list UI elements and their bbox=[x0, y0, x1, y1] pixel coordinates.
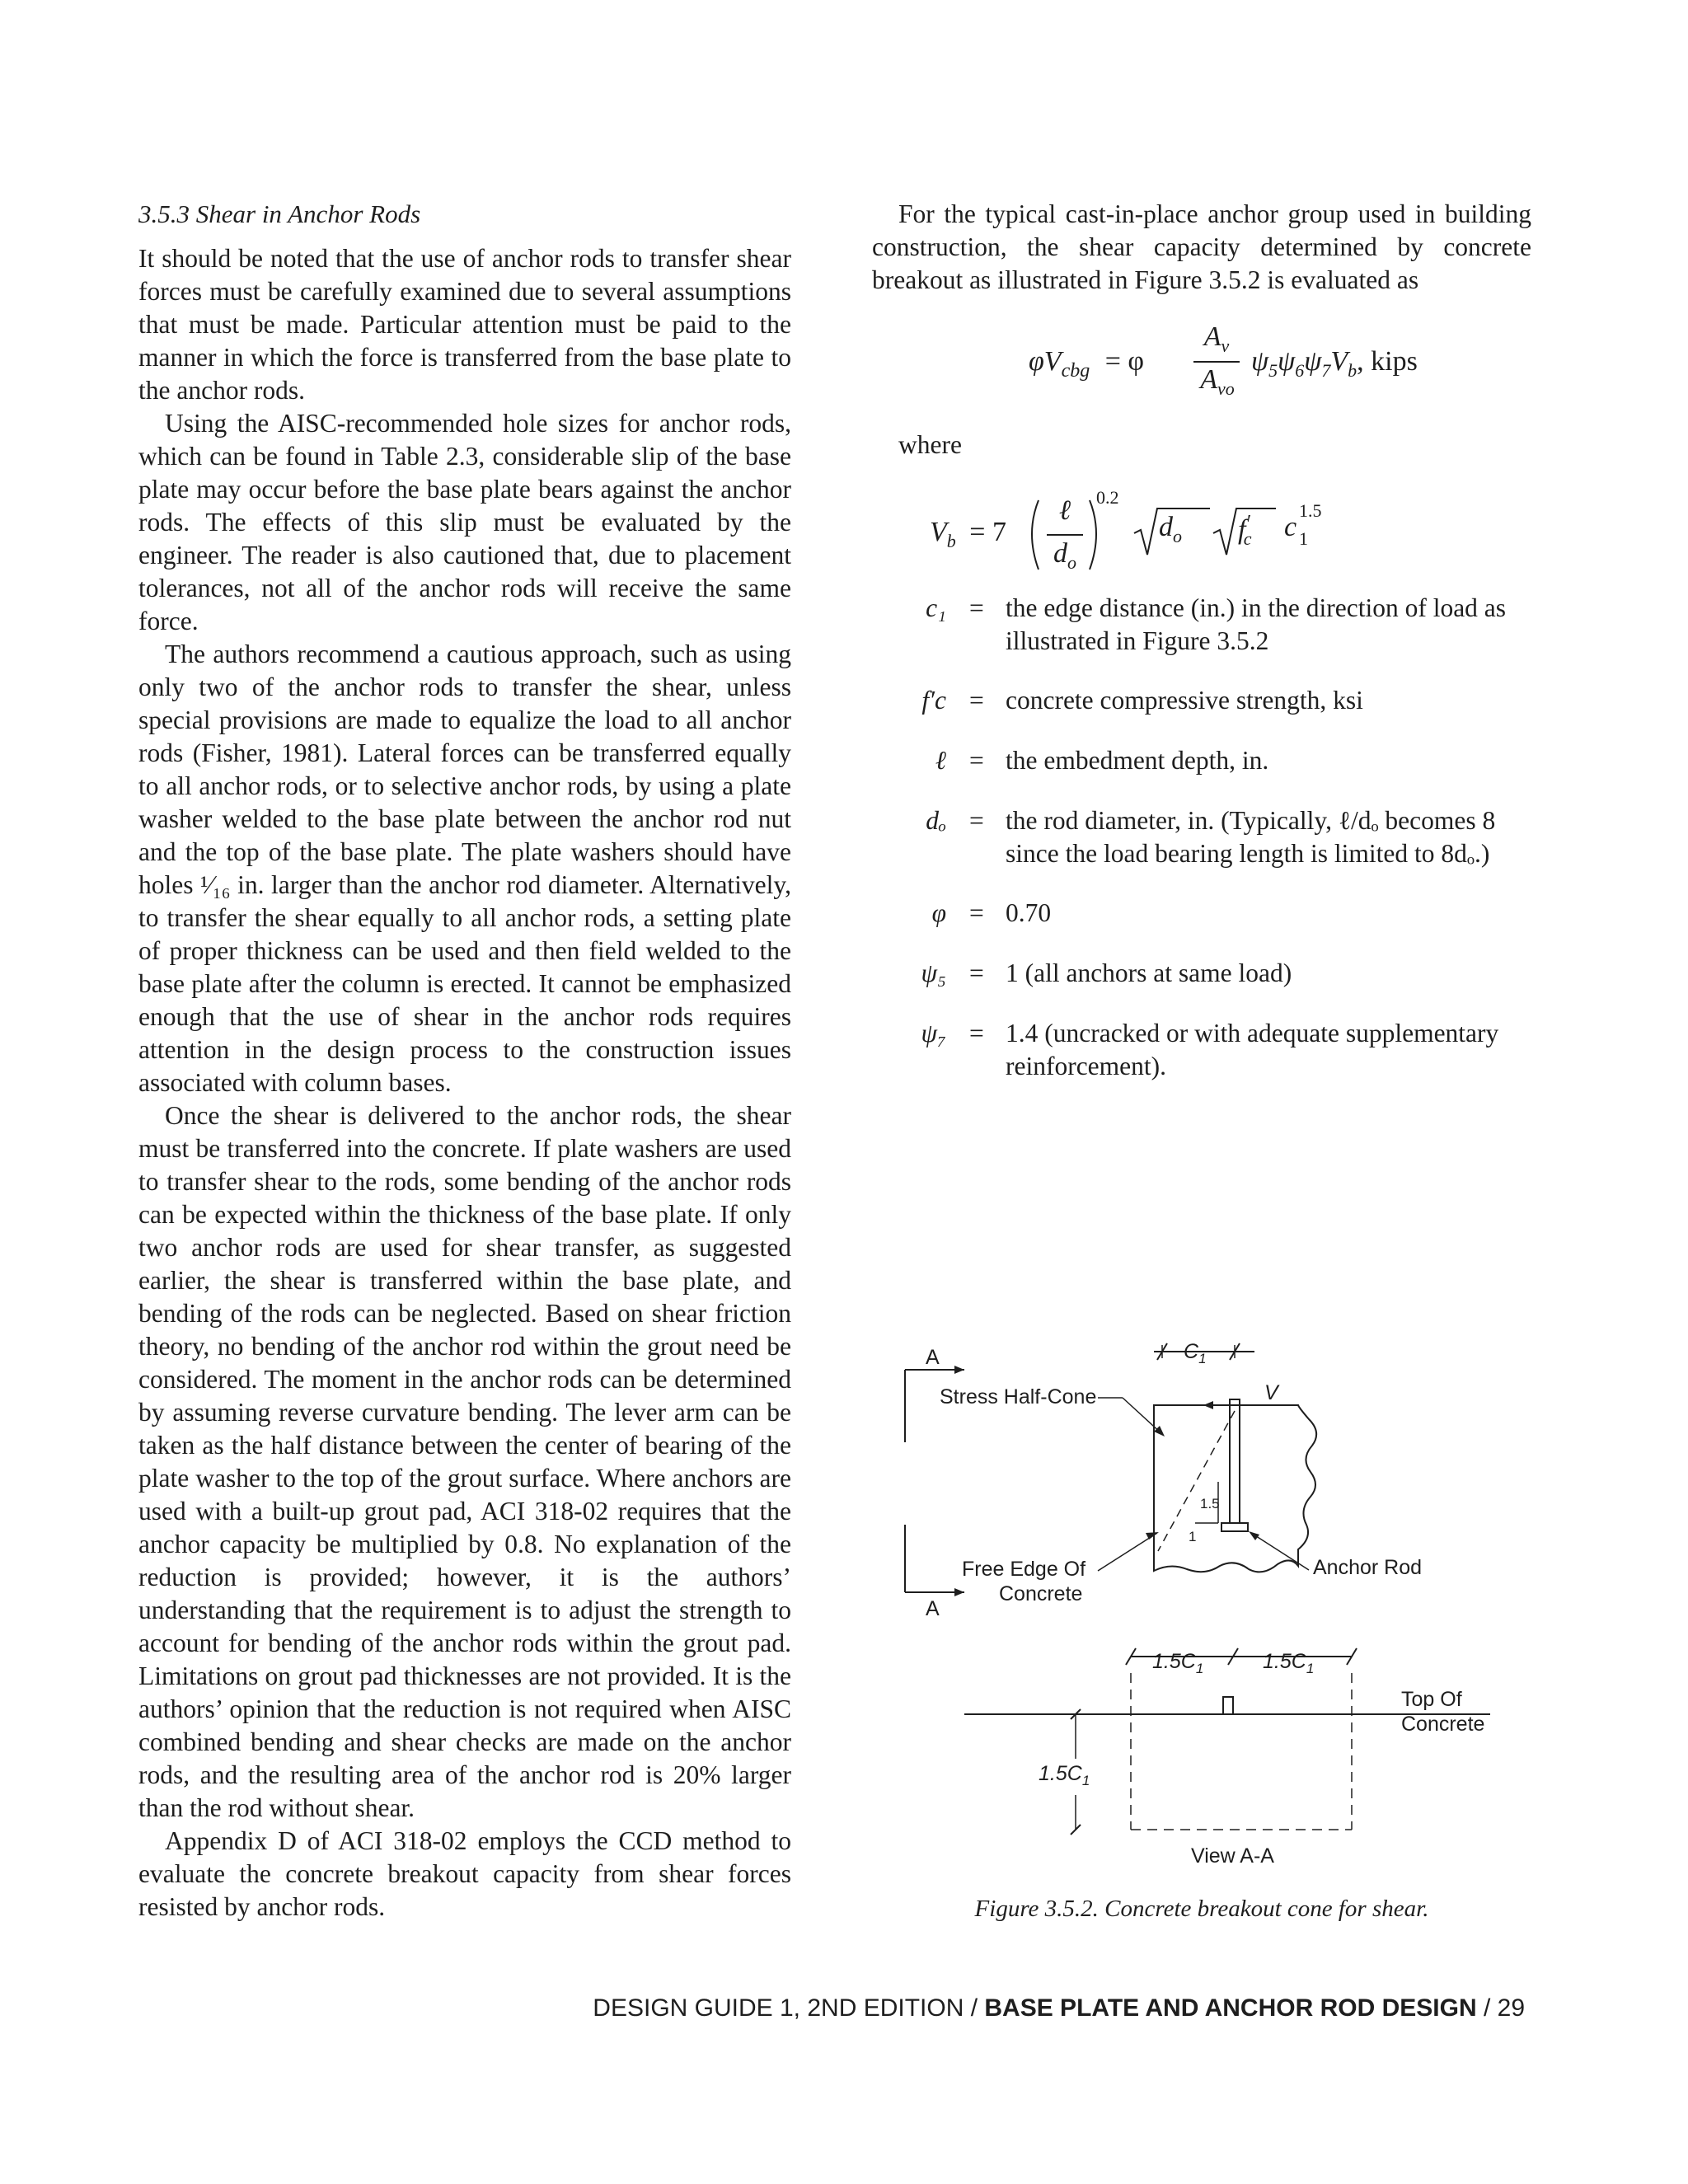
eq2-parentheses bbox=[930, 490, 1325, 581]
view-aa-label: View A-A bbox=[1191, 1844, 1274, 1863]
anchor-rod-section bbox=[1223, 1697, 1233, 1714]
dim-15c1-depth: $1.5C_1$ bbox=[1039, 1762, 1090, 1788]
eq2-num: ℓ bbox=[1058, 495, 1071, 526]
section-label-top: A bbox=[926, 1346, 940, 1369]
stress-cone-label: Stress Half-Cone bbox=[940, 1385, 1097, 1408]
cone-dashed-line bbox=[1158, 1411, 1235, 1551]
anchor-rod-arrowhead bbox=[1249, 1531, 1259, 1540]
shear-v-label: V bbox=[1264, 1381, 1278, 1404]
paragraph-1: It should be noted that the use of anchor rods to transfer shear forces must be carefully examined due to several assumptions that must be made. Particular attention must be paid to the manner in which the force is transferred from the base plate to the anchor rods. bbox=[138, 244, 791, 405]
eq2-den: d bbox=[1053, 538, 1067, 569]
eq1-den: A bbox=[1200, 364, 1217, 395]
def-phi-symbol: φ bbox=[931, 898, 946, 927]
def-do-equals: = bbox=[969, 806, 984, 835]
def-l-text: the embedment depth, in. bbox=[1006, 746, 1269, 775]
eq2-f-sub: c bbox=[1243, 528, 1252, 550]
eq1-vb: V bbox=[1330, 346, 1348, 377]
free-edge-label-1: Free Edge Of bbox=[962, 1558, 1086, 1581]
where-label: where bbox=[898, 430, 962, 459]
eq1-psi7-sub: 7 bbox=[1321, 359, 1331, 381]
top-of-concrete-label-1: Top Of bbox=[1401, 1688, 1462, 1711]
concrete-block bbox=[1154, 1405, 1316, 1572]
def-psi5-symbol: ψ₅ bbox=[921, 958, 946, 987]
section-arrow-bottom-head bbox=[954, 1588, 964, 1596]
footer-page-number: / 29 bbox=[1476, 1994, 1525, 2022]
anchor-rod-label: Anchor Rod bbox=[1313, 1556, 1423, 1579]
paragraph-2: Using the AISC-recommended hole sizes for anchor rods, which can be found in Table 2.3, considerable slip of the base plate may occur before the base plate bears against the anchor rods. The effects of this slip must be evaluated by the engineer. The reader is also cautioned that, due to placement tolerances, not all of the anchor rods will receive the same force. bbox=[138, 409, 791, 635]
def-do-symbol: dₒ bbox=[926, 806, 946, 835]
eq1-num-sub: v bbox=[1221, 335, 1230, 356]
free-edge-leader bbox=[1098, 1533, 1157, 1571]
eq2-d: d bbox=[1159, 512, 1173, 542]
eq1-vb-sub: b bbox=[1348, 359, 1357, 381]
def-psi7-symbol: ψ₇ bbox=[921, 1019, 946, 1047]
slope-rise-label: 1.5 bbox=[1200, 1496, 1220, 1511]
def-c1-text: the edge distance (in.) in the direction of load as illustrated in Figure 3.5.2 bbox=[1006, 593, 1507, 655]
def-c1-equals: = bbox=[969, 593, 984, 622]
eq2-d-sub: o bbox=[1173, 525, 1182, 546]
def-do-text: the rod diameter, in. (Typically, ℓ/dₒ becomes 8 since the load bearing length is limited to 8dₒ.) bbox=[1006, 806, 1496, 868]
eq2-prime: ′ bbox=[1245, 512, 1250, 533]
paragraph-5: Appendix D of ACI 318-02 employs the CCD method to evaluate the concrete breakout capacity from shear forces resisted by anchor rods. bbox=[138, 1826, 791, 1921]
page-footer bbox=[593, 1994, 1525, 2022]
free-edge-label-2: Concrete bbox=[999, 1582, 1083, 1605]
footer-title: BASE PLATE AND ANCHOR ROD DESIGN bbox=[984, 1994, 1477, 2022]
eq1-den-sub: vo bbox=[1217, 377, 1235, 399]
def-fc-equals: = bbox=[969, 686, 984, 715]
stress-cone-leader bbox=[1123, 1398, 1162, 1434]
section-arrow-top-head bbox=[954, 1366, 964, 1374]
shear-arrow-head bbox=[1203, 1401, 1213, 1409]
eq1-lhs: φV bbox=[1029, 346, 1062, 377]
eq2-lhs-sub: b bbox=[946, 530, 956, 551]
eq1-psi5-sub: 5 bbox=[1268, 359, 1278, 381]
eq1-num: A bbox=[1203, 321, 1221, 352]
equation-vb bbox=[930, 487, 1325, 581]
eq1-psi5: ψ bbox=[1251, 346, 1269, 377]
eq1-psi6-sub: 6 bbox=[1295, 359, 1305, 381]
eq2-den-sub: o bbox=[1067, 551, 1076, 573]
eq1-psi6: ψ bbox=[1278, 346, 1296, 377]
def-phi-text: 0.70 bbox=[1006, 898, 1052, 927]
section-heading: 3.5.3 Shear in Anchor Rods bbox=[138, 199, 421, 228]
def-psi7-text: 1.4 (uncracked or with adequate supplementary reinforcement). bbox=[1006, 1019, 1499, 1080]
eq2-exponent: 0.2 bbox=[1096, 487, 1119, 508]
paragraph-4: Once the shear is delivered to the anchor rods, the shear must be transferred into the concrete. If plate washers are used to transfer shear to the rods, some bending of the anchor rods can be expected within the thickness of the base plate. If only two anchor rods are used for shear transfer, as suggested earlier, the shear is transferred within the base plate, and bending of the rods can be neglected. Based on shear friction theory, no bending of the anchor rod within the grout need be considered. The moment in the anchor rods can be determined by assuming reverse curvature bending. The lever arm can be taken as the half distance between the center of bearing of the plate washer to the top of the grout surface. Where anchors are used with a built-up grout pad, ACI 318-02 requires that the anchor capacity be multiplied by 0.8. No explanation of the reduction is provided; however, it is the authors’ understanding that the requirement is to adjust the strength to account for bending of the anchor rods within the grout pad. Limitations on grout pad thicknesses are not provided. It is the authors’ opinion that the reduction is not required when AISC combined bending and shear checks are made on the anchor rods, and the resulting area of the anchor rod is 20% larger than the rod without shear. bbox=[138, 1101, 791, 1822]
eq2-equals: = 7 bbox=[969, 517, 1006, 547]
top-of-concrete-label-2: Concrete bbox=[1401, 1713, 1485, 1736]
def-l-symbol: ℓ bbox=[935, 746, 946, 775]
def-psi7-equals: = bbox=[969, 1019, 984, 1047]
def-fc-symbol: f′c bbox=[921, 686, 946, 715]
slope-run-label: 1 bbox=[1189, 1529, 1197, 1544]
eq2-lhs: V bbox=[930, 517, 947, 547]
intro-paragraph: For the typical cast-in-place anchor group used in building construction, the shear capacity determined by concrete breakout as illustrated in Figure 3.5.2 is evaluated as bbox=[872, 199, 1531, 294]
eq1-units: , kips bbox=[1357, 346, 1418, 377]
dim-15c1-left: $1.5C_1$ bbox=[1152, 1650, 1204, 1676]
paragraph-3: The authors recommend a cautious approach, such as using only two of the anchor rods to transfer the shear, unless special provisions are made to equalize the load to all anchor rods (Fisher, 1981). Lateral forces can be transferred equally to all anchor rods, or to selective anchor rods, by using a plate washer welded to the base plate between the anchor rod nut and the top of the base plate. The plate washers should have holes ¹⁄₁₆ in. larger than the anchor rod diameter. Alternatively, to transfer the shear equally to all anchor rods, a setting plate of proper thickness can be used and then field welded to the base plate after the column is erected. It cannot be emphasized enough that the use of shear in the anchor rods requires attention in the design process to the construction issues associated with column bases. bbox=[138, 640, 791, 1097]
def-fc-text: concrete compressive strength, ksi bbox=[1006, 686, 1363, 715]
right-column bbox=[872, 198, 1531, 1104]
equation-vcbg bbox=[1029, 321, 1457, 404]
figure-concrete-breakout-cone bbox=[882, 1327, 1541, 1863]
footer-prefix: DESIGN GUIDE 1, 2ND EDITION / bbox=[593, 1994, 985, 2022]
section-label-bottom: A bbox=[926, 1597, 940, 1620]
def-c1-symbol: c₁ bbox=[926, 593, 946, 622]
eq2-c-exp: 1.5 bbox=[1299, 500, 1322, 521]
eq2-c-sub: 1 bbox=[1299, 528, 1308, 549]
eq1-fraction-bar bbox=[1193, 361, 1240, 363]
figure-caption: Figure 3.5.2. Concrete breakout cone for shear. bbox=[974, 1896, 1429, 1922]
def-psi5-text: 1 (all anchors at same load) bbox=[1006, 958, 1292, 987]
eq1-psi7: ψ bbox=[1304, 346, 1322, 377]
left-column bbox=[138, 198, 791, 1924]
dim-15c1-right: $1.5C_1$ bbox=[1263, 1650, 1315, 1676]
eq2-f: f bbox=[1238, 514, 1246, 546]
c1-label: $C_1$ bbox=[1184, 1340, 1207, 1366]
anchor-rod-head bbox=[1221, 1523, 1248, 1531]
eq1-equals: = φ bbox=[1104, 346, 1145, 377]
def-l-equals: = bbox=[969, 746, 984, 775]
anchor-rod-leader bbox=[1251, 1533, 1309, 1570]
eq1-lhs-sub: cbg bbox=[1061, 359, 1090, 382]
def-phi-equals: = bbox=[969, 898, 984, 927]
def-psi5-equals: = bbox=[969, 958, 984, 987]
eq2-c: c bbox=[1284, 512, 1297, 542]
